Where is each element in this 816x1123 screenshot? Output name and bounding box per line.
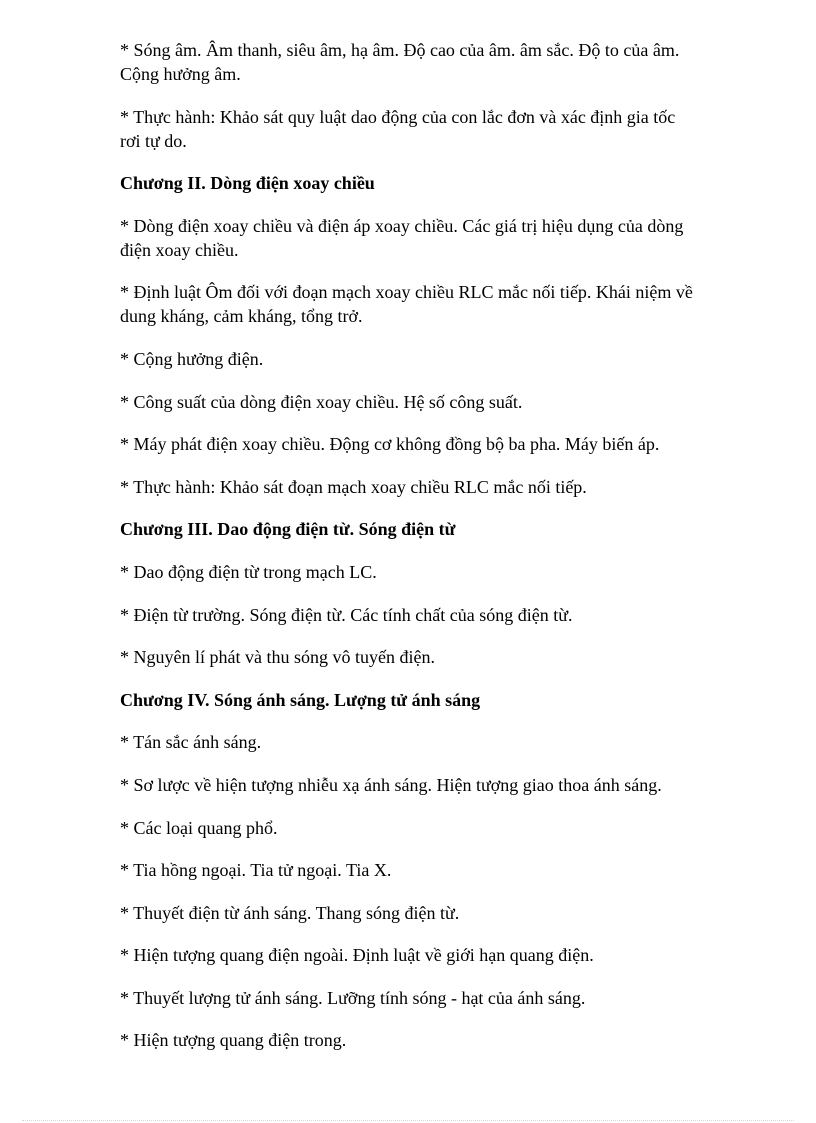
chapter-heading: Chương III. Dao động điện từ. Sóng điện từ: [120, 519, 456, 540]
list-item: * Hiện tượng quang điện trong.: [120, 1030, 347, 1051]
list-item: * Nguyên lí phát và thu sóng vô tuyến điện.: [120, 647, 435, 668]
list-item: * Thực hành: Khảo sát đoạn mạch xoay chiều RLC mắc nối tiếp.: [120, 476, 587, 497]
list-item: * Cộng hưởng điện.: [120, 348, 264, 369]
list-item: * Sơ lược về hiện tượng nhiễu xạ ánh sáng. Hiện tượng giao thoa ánh sáng.: [120, 774, 662, 795]
list-item: * Công suất của dòng điện xoay chiều. Hệ số công suất.: [120, 391, 523, 412]
page-bottom-divider: [22, 1120, 794, 1121]
list-item: * Định luật Ôm đối với đoạn mạch xoay chiều RLC mắc nối tiếp. Khái niệm về dung kháng, cảm kháng, tổng trở.: [120, 282, 693, 327]
list-item: * Sóng âm. Âm thanh, siêu âm, hạ âm. Độ cao của âm. âm sắc. Độ to của âm. Cộng hưởng âm.: [120, 40, 680, 84]
list-item: * Dòng điện xoay chiều và điện áp xoay chiều. Các giá trị hiệu dụng của dòng điện xoay chiều.: [120, 215, 684, 260]
list-item: * Điện từ trường. Sóng điện từ. Các tính chất của sóng điện từ.: [120, 604, 573, 625]
chapter-heading: Chương IV. Sóng ánh sáng. Lượng tử ánh sáng: [120, 689, 481, 710]
list-item: * Tán sắc ánh sáng.: [120, 732, 262, 753]
list-item: * Các loại quang phổ.: [120, 817, 278, 838]
list-item: * Dao động điện từ trong mạch LC.: [120, 561, 377, 582]
list-item: * Hiện tượng quang điện ngoài. Định luật về giới hạn quang điện.: [120, 945, 594, 966]
list-item: * Thuyết lượng tử ánh sáng. Lưỡng tính sóng - hạt của ánh sáng.: [120, 987, 586, 1008]
list-item: * Tia hồng ngoại. Tia tử ngoại. Tia X.: [120, 860, 392, 881]
list-item: * Máy phát điện xoay chiều. Động cơ không đồng bộ ba pha. Máy biến áp.: [120, 434, 660, 455]
document-body: [120, 38, 700, 1071]
list-item: * Thuyết điện từ ánh sáng. Thang sóng điện từ.: [120, 902, 460, 923]
chapter-heading: Chương II. Dòng điện xoay chiều: [120, 173, 375, 194]
list-item: * Thực hành: Khảo sát quy luật dao động của con lắc đơn và xác định gia tốc rơi tự do.: [120, 106, 676, 151]
